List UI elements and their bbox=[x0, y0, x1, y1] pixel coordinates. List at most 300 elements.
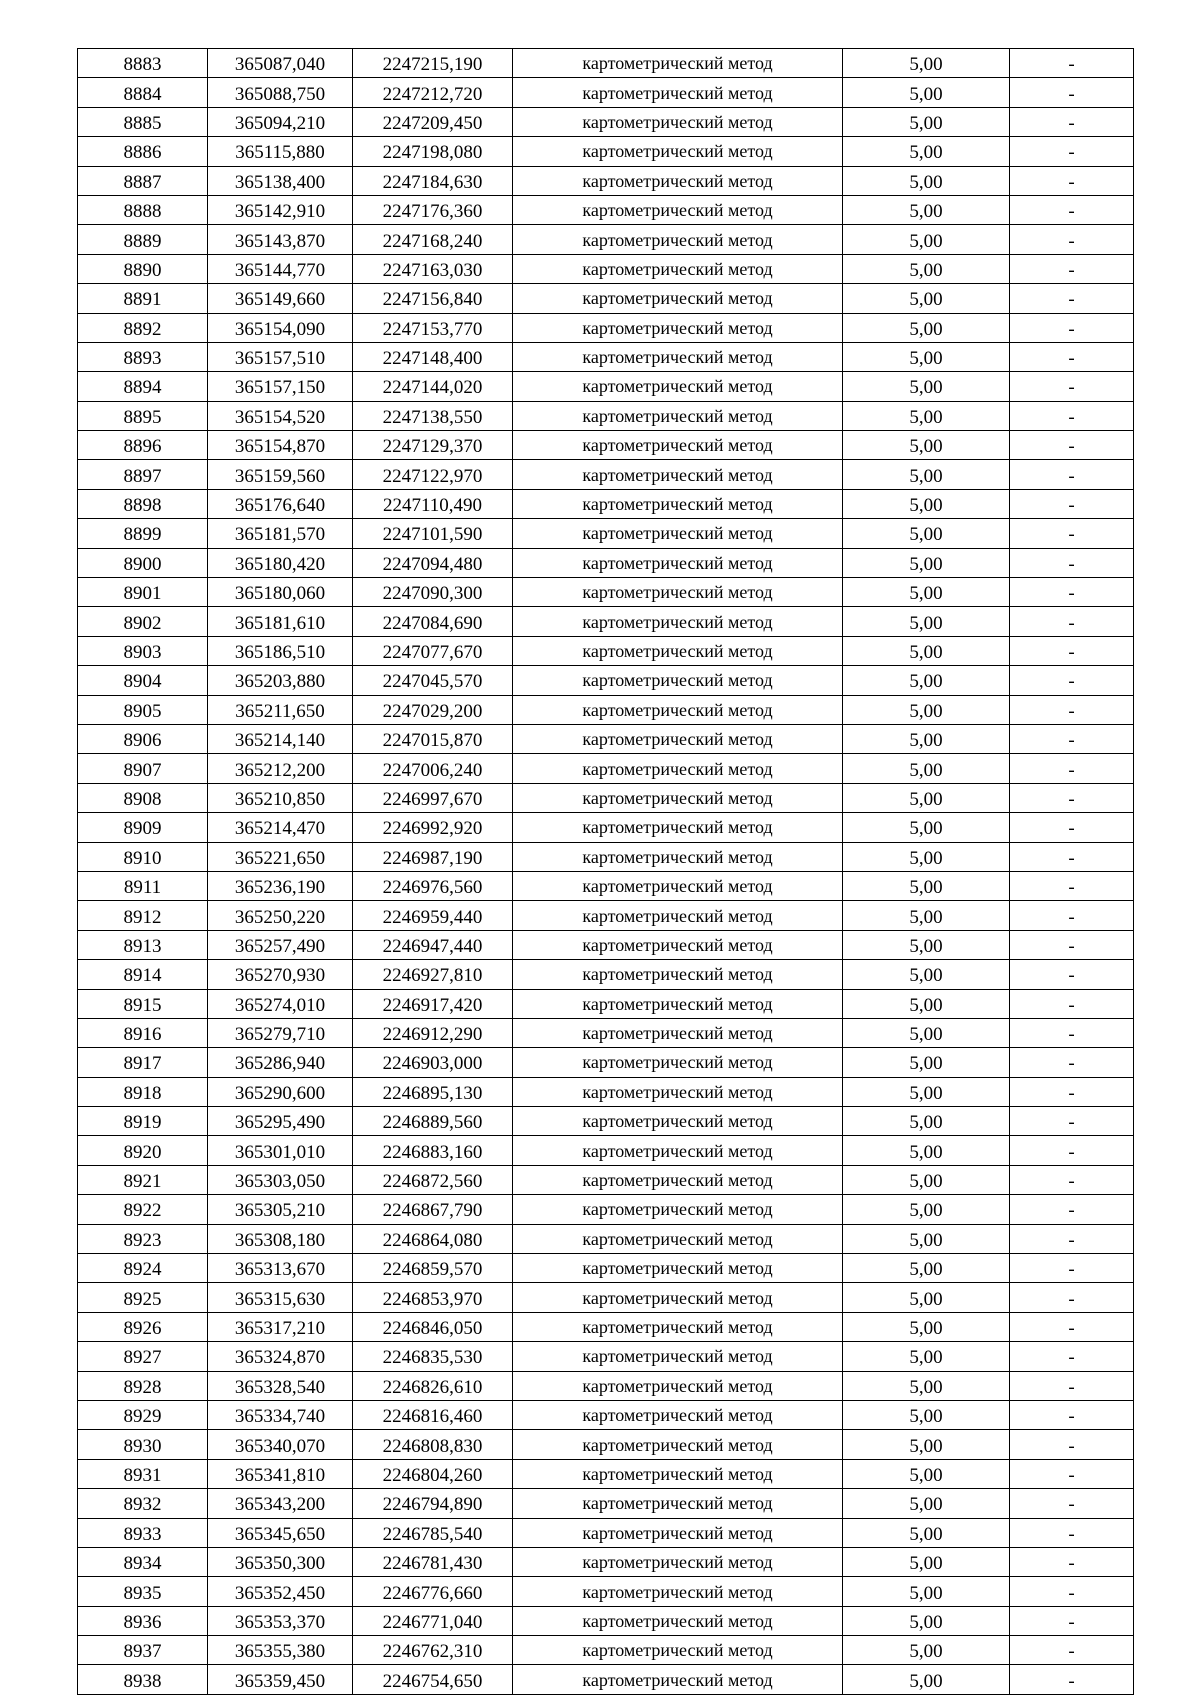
note-cell: - bbox=[1010, 431, 1134, 460]
y-coordinate-cell: 2246771,040 bbox=[353, 1606, 513, 1635]
point-number-cell: 8897 bbox=[78, 460, 208, 489]
x-coordinate-cell: 365180,420 bbox=[208, 548, 353, 577]
accuracy-cell: 5,00 bbox=[843, 489, 1010, 518]
point-number-cell: 8898 bbox=[78, 489, 208, 518]
x-coordinate-cell: 365154,090 bbox=[208, 313, 353, 342]
point-number-cell: 8894 bbox=[78, 372, 208, 401]
y-coordinate-cell: 2247168,240 bbox=[353, 225, 513, 254]
point-number-cell: 8931 bbox=[78, 1459, 208, 1488]
method-cell: картометрический метод bbox=[513, 460, 843, 489]
note-cell: - bbox=[1010, 195, 1134, 224]
y-coordinate-cell: 2246959,440 bbox=[353, 901, 513, 930]
method-cell: картометрический метод bbox=[513, 195, 843, 224]
y-coordinate-cell: 2247144,020 bbox=[353, 372, 513, 401]
accuracy-cell: 5,00 bbox=[843, 1371, 1010, 1400]
accuracy-cell: 5,00 bbox=[843, 1577, 1010, 1606]
y-coordinate-cell: 2246804,260 bbox=[353, 1459, 513, 1488]
table-row bbox=[78, 989, 1134, 1018]
note-cell: - bbox=[1010, 1636, 1134, 1665]
accuracy-cell: 5,00 bbox=[843, 607, 1010, 636]
x-coordinate-cell: 365214,470 bbox=[208, 813, 353, 842]
y-coordinate-cell: 2247198,080 bbox=[353, 137, 513, 166]
x-coordinate-cell: 365279,710 bbox=[208, 1018, 353, 1047]
accuracy-cell: 5,00 bbox=[843, 783, 1010, 812]
accuracy-cell: 5,00 bbox=[843, 342, 1010, 371]
table-row bbox=[78, 930, 1134, 959]
point-number-cell: 8900 bbox=[78, 548, 208, 577]
point-number-cell: 8932 bbox=[78, 1489, 208, 1518]
accuracy-cell: 5,00 bbox=[843, 107, 1010, 136]
point-number-cell: 8909 bbox=[78, 813, 208, 842]
table-row bbox=[78, 1342, 1134, 1371]
table-row bbox=[78, 636, 1134, 665]
accuracy-cell: 5,00 bbox=[843, 666, 1010, 695]
point-number-cell: 8895 bbox=[78, 401, 208, 430]
point-number-cell: 8907 bbox=[78, 754, 208, 783]
note-cell: - bbox=[1010, 137, 1134, 166]
y-coordinate-cell: 2247184,630 bbox=[353, 166, 513, 195]
note-cell: - bbox=[1010, 1312, 1134, 1341]
table-row bbox=[78, 460, 1134, 489]
y-coordinate-cell: 2247129,370 bbox=[353, 431, 513, 460]
y-coordinate-cell: 2246872,560 bbox=[353, 1165, 513, 1194]
y-coordinate-cell: 2246762,310 bbox=[353, 1636, 513, 1665]
note-cell: - bbox=[1010, 1400, 1134, 1429]
note-cell: - bbox=[1010, 930, 1134, 959]
x-coordinate-cell: 365341,810 bbox=[208, 1459, 353, 1488]
y-coordinate-cell: 2246835,530 bbox=[353, 1342, 513, 1371]
note-cell: - bbox=[1010, 78, 1134, 107]
note-cell: - bbox=[1010, 783, 1134, 812]
x-coordinate-cell: 365143,870 bbox=[208, 225, 353, 254]
note-cell: - bbox=[1010, 1048, 1134, 1077]
x-coordinate-cell: 365270,930 bbox=[208, 960, 353, 989]
accuracy-cell: 5,00 bbox=[843, 1665, 1010, 1694]
table-row bbox=[78, 1489, 1134, 1518]
method-cell: картометрический метод bbox=[513, 78, 843, 107]
method-cell: картометрический метод bbox=[513, 724, 843, 753]
note-cell: - bbox=[1010, 254, 1134, 283]
note-cell: - bbox=[1010, 225, 1134, 254]
point-number-cell: 8911 bbox=[78, 871, 208, 900]
table-row bbox=[78, 225, 1134, 254]
accuracy-cell: 5,00 bbox=[843, 1048, 1010, 1077]
point-number-cell: 8927 bbox=[78, 1342, 208, 1371]
y-coordinate-cell: 2246853,970 bbox=[353, 1283, 513, 1312]
y-coordinate-cell: 2247090,300 bbox=[353, 578, 513, 607]
table-row bbox=[78, 489, 1134, 518]
x-coordinate-cell: 365142,910 bbox=[208, 195, 353, 224]
x-coordinate-cell: 365149,660 bbox=[208, 284, 353, 313]
method-cell: картометрический метод bbox=[513, 1518, 843, 1547]
accuracy-cell: 5,00 bbox=[843, 1018, 1010, 1047]
x-coordinate-cell: 365115,880 bbox=[208, 137, 353, 166]
method-cell: картометрический метод bbox=[513, 989, 843, 1018]
point-number-cell: 8915 bbox=[78, 989, 208, 1018]
point-number-cell: 8902 bbox=[78, 607, 208, 636]
point-number-cell: 8935 bbox=[78, 1577, 208, 1606]
method-cell: картометрический метод bbox=[513, 842, 843, 871]
method-cell: картометрический метод bbox=[513, 489, 843, 518]
note-cell: - bbox=[1010, 49, 1134, 78]
y-coordinate-cell: 2247084,690 bbox=[353, 607, 513, 636]
note-cell: - bbox=[1010, 1518, 1134, 1547]
point-number-cell: 8901 bbox=[78, 578, 208, 607]
method-cell: картометрический метод bbox=[513, 666, 843, 695]
y-coordinate-cell: 2246864,080 bbox=[353, 1224, 513, 1253]
accuracy-cell: 5,00 bbox=[843, 1459, 1010, 1488]
table-row bbox=[78, 313, 1134, 342]
accuracy-cell: 5,00 bbox=[843, 1489, 1010, 1518]
point-number-cell: 8925 bbox=[78, 1283, 208, 1312]
note-cell: - bbox=[1010, 1018, 1134, 1047]
accuracy-cell: 5,00 bbox=[843, 695, 1010, 724]
table-row bbox=[78, 1107, 1134, 1136]
note-cell: - bbox=[1010, 1107, 1134, 1136]
table-row bbox=[78, 107, 1134, 136]
method-cell: картометрический метод bbox=[513, 401, 843, 430]
method-cell: картометрический метод bbox=[513, 1636, 843, 1665]
point-number-cell: 8908 bbox=[78, 783, 208, 812]
point-number-cell: 8893 bbox=[78, 342, 208, 371]
method-cell: картометрический метод bbox=[513, 225, 843, 254]
note-cell: - bbox=[1010, 666, 1134, 695]
method-cell: картометрический метод bbox=[513, 960, 843, 989]
y-coordinate-cell: 2246785,540 bbox=[353, 1518, 513, 1547]
note-cell: - bbox=[1010, 695, 1134, 724]
note-cell: - bbox=[1010, 1371, 1134, 1400]
method-cell: картометрический метод bbox=[513, 578, 843, 607]
method-cell: картометрический метод bbox=[513, 166, 843, 195]
table-row bbox=[78, 342, 1134, 371]
table-row bbox=[78, 401, 1134, 430]
note-cell: - bbox=[1010, 960, 1134, 989]
note-cell: - bbox=[1010, 1665, 1134, 1694]
method-cell: картометрический метод bbox=[513, 1400, 843, 1429]
x-coordinate-cell: 365328,540 bbox=[208, 1371, 353, 1400]
method-cell: картометрический метод bbox=[513, 284, 843, 313]
x-coordinate-cell: 365290,600 bbox=[208, 1077, 353, 1106]
table-row bbox=[78, 1195, 1134, 1224]
accuracy-cell: 5,00 bbox=[843, 254, 1010, 283]
accuracy-cell: 5,00 bbox=[843, 1195, 1010, 1224]
table-row bbox=[78, 49, 1134, 78]
point-number-cell: 8890 bbox=[78, 254, 208, 283]
table-row bbox=[78, 1224, 1134, 1253]
x-coordinate-cell: 365154,870 bbox=[208, 431, 353, 460]
note-cell: - bbox=[1010, 401, 1134, 430]
table-row bbox=[78, 1371, 1134, 1400]
x-coordinate-cell: 365186,510 bbox=[208, 636, 353, 665]
method-cell: картометрический метод bbox=[513, 431, 843, 460]
accuracy-cell: 5,00 bbox=[843, 724, 1010, 753]
note-cell: - bbox=[1010, 724, 1134, 753]
table-row bbox=[78, 842, 1134, 871]
x-coordinate-cell: 365324,870 bbox=[208, 1342, 353, 1371]
note-cell: - bbox=[1010, 1577, 1134, 1606]
accuracy-cell: 5,00 bbox=[843, 1283, 1010, 1312]
table-row bbox=[78, 871, 1134, 900]
coordinates-table bbox=[77, 48, 1134, 1695]
accuracy-cell: 5,00 bbox=[843, 78, 1010, 107]
method-cell: картометрический метод bbox=[513, 813, 843, 842]
method-cell: картометрический метод bbox=[513, 548, 843, 577]
point-number-cell: 8903 bbox=[78, 636, 208, 665]
method-cell: картометрический метод bbox=[513, 783, 843, 812]
y-coordinate-cell: 2246781,430 bbox=[353, 1547, 513, 1576]
y-coordinate-cell: 2246947,440 bbox=[353, 930, 513, 959]
x-coordinate-cell: 365144,770 bbox=[208, 254, 353, 283]
point-number-cell: 8933 bbox=[78, 1518, 208, 1547]
method-cell: картометрический метод bbox=[513, 1224, 843, 1253]
method-cell: картометрический метод bbox=[513, 1283, 843, 1312]
accuracy-cell: 5,00 bbox=[843, 166, 1010, 195]
table-row bbox=[78, 1606, 1134, 1635]
accuracy-cell: 5,00 bbox=[843, 901, 1010, 930]
method-cell: картометрический метод bbox=[513, 372, 843, 401]
note-cell: - bbox=[1010, 842, 1134, 871]
y-coordinate-cell: 2246867,790 bbox=[353, 1195, 513, 1224]
point-number-cell: 8934 bbox=[78, 1547, 208, 1576]
x-coordinate-cell: 365308,180 bbox=[208, 1224, 353, 1253]
method-cell: картометрический метод bbox=[513, 1018, 843, 1047]
x-coordinate-cell: 365350,300 bbox=[208, 1547, 353, 1576]
method-cell: картометрический метод bbox=[513, 107, 843, 136]
table-row bbox=[78, 1018, 1134, 1047]
table-row bbox=[78, 607, 1134, 636]
y-coordinate-cell: 2246883,160 bbox=[353, 1136, 513, 1165]
table-row bbox=[78, 578, 1134, 607]
y-coordinate-cell: 2246794,890 bbox=[353, 1489, 513, 1518]
x-coordinate-cell: 365359,450 bbox=[208, 1665, 353, 1694]
accuracy-cell: 5,00 bbox=[843, 548, 1010, 577]
x-coordinate-cell: 365343,200 bbox=[208, 1489, 353, 1518]
table-row bbox=[78, 372, 1134, 401]
note-cell: - bbox=[1010, 1489, 1134, 1518]
point-number-cell: 8930 bbox=[78, 1430, 208, 1459]
accuracy-cell: 5,00 bbox=[843, 1606, 1010, 1635]
table-row bbox=[78, 754, 1134, 783]
method-cell: картометрический метод bbox=[513, 1195, 843, 1224]
point-number-cell: 8899 bbox=[78, 519, 208, 548]
note-cell: - bbox=[1010, 460, 1134, 489]
table-row bbox=[78, 783, 1134, 812]
note-cell: - bbox=[1010, 1547, 1134, 1576]
y-coordinate-cell: 2247176,360 bbox=[353, 195, 513, 224]
x-coordinate-cell: 365181,610 bbox=[208, 607, 353, 636]
note-cell: - bbox=[1010, 1342, 1134, 1371]
accuracy-cell: 5,00 bbox=[843, 989, 1010, 1018]
table-row bbox=[78, 1048, 1134, 1077]
x-coordinate-cell: 365214,140 bbox=[208, 724, 353, 753]
method-cell: картометрический метод bbox=[513, 607, 843, 636]
point-number-cell: 8887 bbox=[78, 166, 208, 195]
method-cell: картометрический метод bbox=[513, 1430, 843, 1459]
method-cell: картометрический метод bbox=[513, 1489, 843, 1518]
x-coordinate-cell: 365138,400 bbox=[208, 166, 353, 195]
table-row bbox=[78, 195, 1134, 224]
x-coordinate-cell: 365176,640 bbox=[208, 489, 353, 518]
note-cell: - bbox=[1010, 1165, 1134, 1194]
table-row bbox=[78, 1254, 1134, 1283]
note-cell: - bbox=[1010, 901, 1134, 930]
note-cell: - bbox=[1010, 1254, 1134, 1283]
accuracy-cell: 5,00 bbox=[843, 1636, 1010, 1665]
accuracy-cell: 5,00 bbox=[843, 754, 1010, 783]
accuracy-cell: 5,00 bbox=[843, 842, 1010, 871]
y-coordinate-cell: 2247045,570 bbox=[353, 666, 513, 695]
method-cell: картометрический метод bbox=[513, 1048, 843, 1077]
table-row bbox=[78, 1400, 1134, 1429]
method-cell: картометрический метод bbox=[513, 1165, 843, 1194]
accuracy-cell: 5,00 bbox=[843, 636, 1010, 665]
accuracy-cell: 5,00 bbox=[843, 460, 1010, 489]
y-coordinate-cell: 2247122,970 bbox=[353, 460, 513, 489]
method-cell: картометрический метод bbox=[513, 1342, 843, 1371]
x-coordinate-cell: 365301,010 bbox=[208, 1136, 353, 1165]
x-coordinate-cell: 365334,740 bbox=[208, 1400, 353, 1429]
y-coordinate-cell: 2246997,670 bbox=[353, 783, 513, 812]
note-cell: - bbox=[1010, 1077, 1134, 1106]
method-cell: картометрический метод bbox=[513, 1107, 843, 1136]
x-coordinate-cell: 365210,850 bbox=[208, 783, 353, 812]
accuracy-cell: 5,00 bbox=[843, 871, 1010, 900]
accuracy-cell: 5,00 bbox=[843, 960, 1010, 989]
point-number-cell: 8929 bbox=[78, 1400, 208, 1429]
note-cell: - bbox=[1010, 754, 1134, 783]
x-coordinate-cell: 365352,450 bbox=[208, 1577, 353, 1606]
table-row bbox=[78, 78, 1134, 107]
y-coordinate-cell: 2246859,570 bbox=[353, 1254, 513, 1283]
x-coordinate-cell: 365088,750 bbox=[208, 78, 353, 107]
y-coordinate-cell: 2246992,920 bbox=[353, 813, 513, 842]
method-cell: картометрический метод bbox=[513, 930, 843, 959]
method-cell: картометрический метод bbox=[513, 1136, 843, 1165]
y-coordinate-cell: 2246826,610 bbox=[353, 1371, 513, 1400]
method-cell: картометрический метод bbox=[513, 1077, 843, 1106]
table-row bbox=[78, 1283, 1134, 1312]
method-cell: картометрический метод bbox=[513, 1371, 843, 1400]
point-number-cell: 8913 bbox=[78, 930, 208, 959]
y-coordinate-cell: 2246987,190 bbox=[353, 842, 513, 871]
note-cell: - bbox=[1010, 107, 1134, 136]
point-number-cell: 8926 bbox=[78, 1312, 208, 1341]
table-row bbox=[78, 1312, 1134, 1341]
y-coordinate-cell: 2246816,460 bbox=[353, 1400, 513, 1429]
table-row bbox=[78, 548, 1134, 577]
note-cell: - bbox=[1010, 607, 1134, 636]
note-cell: - bbox=[1010, 313, 1134, 342]
note-cell: - bbox=[1010, 813, 1134, 842]
x-coordinate-cell: 365094,210 bbox=[208, 107, 353, 136]
point-number-cell: 8923 bbox=[78, 1224, 208, 1253]
y-coordinate-cell: 2247094,480 bbox=[353, 548, 513, 577]
point-number-cell: 8936 bbox=[78, 1606, 208, 1635]
table-row bbox=[78, 137, 1134, 166]
point-number-cell: 8920 bbox=[78, 1136, 208, 1165]
point-number-cell: 8922 bbox=[78, 1195, 208, 1224]
point-number-cell: 8889 bbox=[78, 225, 208, 254]
x-coordinate-cell: 365236,190 bbox=[208, 871, 353, 900]
y-coordinate-cell: 2247110,490 bbox=[353, 489, 513, 518]
method-cell: картометрический метод bbox=[513, 636, 843, 665]
y-coordinate-cell: 2246776,660 bbox=[353, 1577, 513, 1606]
accuracy-cell: 5,00 bbox=[843, 1224, 1010, 1253]
x-coordinate-cell: 365317,210 bbox=[208, 1312, 353, 1341]
y-coordinate-cell: 2247029,200 bbox=[353, 695, 513, 724]
method-cell: картометрический метод bbox=[513, 137, 843, 166]
method-cell: картометрический метод bbox=[513, 1254, 843, 1283]
note-cell: - bbox=[1010, 166, 1134, 195]
accuracy-cell: 5,00 bbox=[843, 1254, 1010, 1283]
method-cell: картометрический метод bbox=[513, 1547, 843, 1576]
accuracy-cell: 5,00 bbox=[843, 313, 1010, 342]
note-cell: - bbox=[1010, 578, 1134, 607]
table-row bbox=[78, 1165, 1134, 1194]
method-cell: картометрический метод bbox=[513, 1312, 843, 1341]
method-cell: картометрический метод bbox=[513, 695, 843, 724]
table-row bbox=[78, 960, 1134, 989]
accuracy-cell: 5,00 bbox=[843, 1107, 1010, 1136]
point-number-cell: 8938 bbox=[78, 1665, 208, 1694]
note-cell: - bbox=[1010, 548, 1134, 577]
point-number-cell: 8917 bbox=[78, 1048, 208, 1077]
x-coordinate-cell: 365212,200 bbox=[208, 754, 353, 783]
method-cell: картометрический метод bbox=[513, 49, 843, 78]
note-cell: - bbox=[1010, 1283, 1134, 1312]
x-coordinate-cell: 365305,210 bbox=[208, 1195, 353, 1224]
x-coordinate-cell: 365340,070 bbox=[208, 1430, 353, 1459]
x-coordinate-cell: 365221,650 bbox=[208, 842, 353, 871]
note-cell: - bbox=[1010, 284, 1134, 313]
point-number-cell: 8883 bbox=[78, 49, 208, 78]
y-coordinate-cell: 2247015,870 bbox=[353, 724, 513, 753]
point-number-cell: 8892 bbox=[78, 313, 208, 342]
method-cell: картометрический метод bbox=[513, 1606, 843, 1635]
y-coordinate-cell: 2247148,400 bbox=[353, 342, 513, 371]
table-row bbox=[78, 724, 1134, 753]
point-number-cell: 8924 bbox=[78, 1254, 208, 1283]
point-number-cell: 8906 bbox=[78, 724, 208, 753]
accuracy-cell: 5,00 bbox=[843, 1430, 1010, 1459]
table-row bbox=[78, 1636, 1134, 1665]
x-coordinate-cell: 365315,630 bbox=[208, 1283, 353, 1312]
y-coordinate-cell: 2246754,650 bbox=[353, 1665, 513, 1694]
accuracy-cell: 5,00 bbox=[843, 1077, 1010, 1106]
table-row bbox=[78, 1518, 1134, 1547]
accuracy-cell: 5,00 bbox=[843, 578, 1010, 607]
accuracy-cell: 5,00 bbox=[843, 1518, 1010, 1547]
x-coordinate-cell: 365154,520 bbox=[208, 401, 353, 430]
point-number-cell: 8916 bbox=[78, 1018, 208, 1047]
table-row bbox=[78, 901, 1134, 930]
table-row bbox=[78, 1459, 1134, 1488]
point-number-cell: 8910 bbox=[78, 842, 208, 871]
x-coordinate-cell: 365180,060 bbox=[208, 578, 353, 607]
point-number-cell: 8896 bbox=[78, 431, 208, 460]
table-body bbox=[78, 49, 1134, 1695]
y-coordinate-cell: 2247138,550 bbox=[353, 401, 513, 430]
table-row bbox=[78, 1077, 1134, 1106]
x-coordinate-cell: 365353,370 bbox=[208, 1606, 353, 1635]
table-row bbox=[78, 1136, 1134, 1165]
accuracy-cell: 5,00 bbox=[843, 813, 1010, 842]
note-cell: - bbox=[1010, 1606, 1134, 1635]
accuracy-cell: 5,00 bbox=[843, 195, 1010, 224]
table-row bbox=[78, 519, 1134, 548]
x-coordinate-cell: 365211,650 bbox=[208, 695, 353, 724]
accuracy-cell: 5,00 bbox=[843, 1312, 1010, 1341]
